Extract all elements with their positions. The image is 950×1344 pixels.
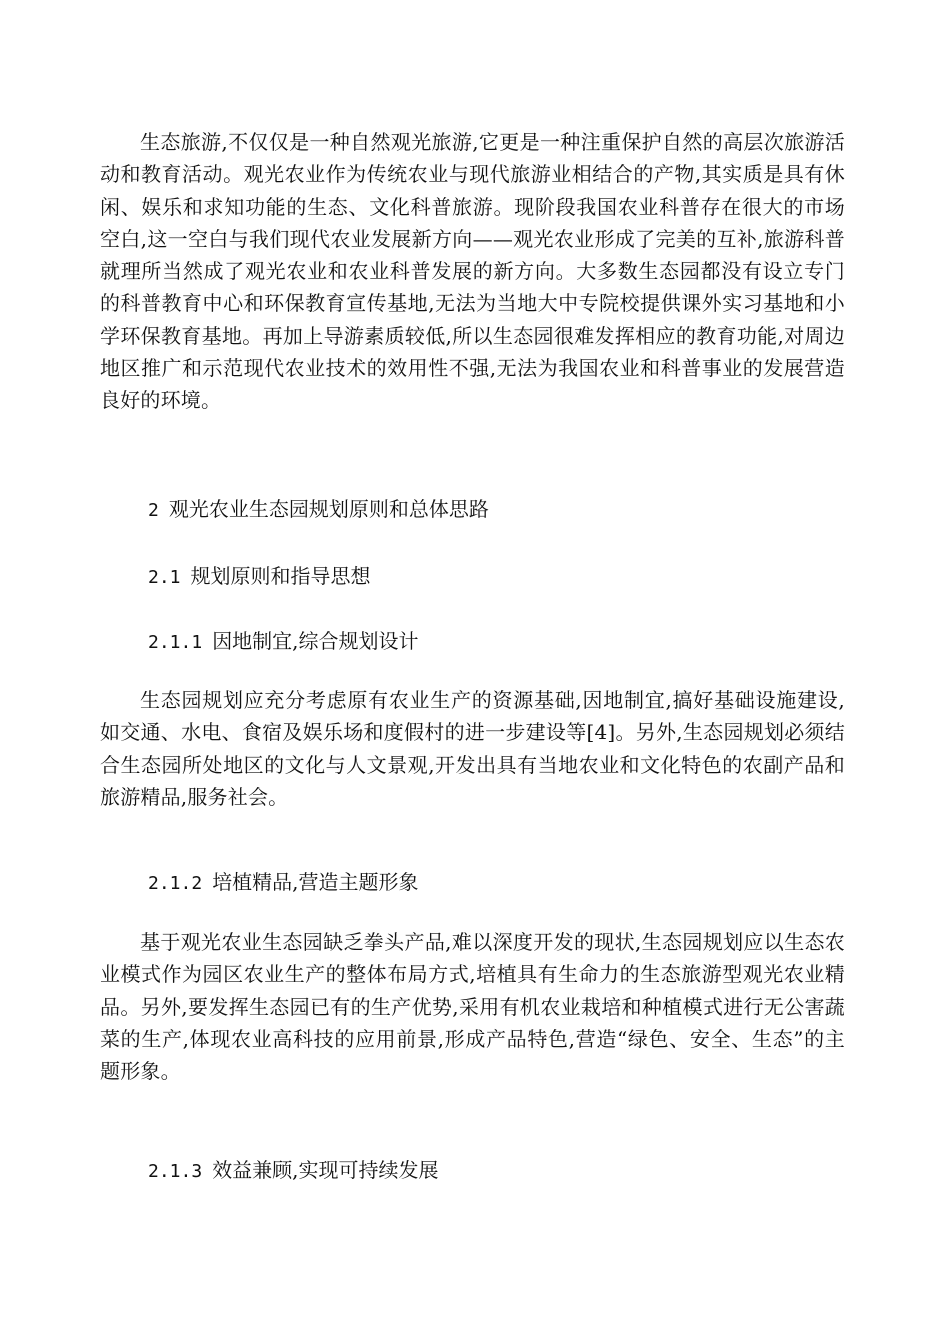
section-number: 2.1.3 [148, 1161, 203, 1182]
section-number: 2.1 [148, 567, 181, 588]
paragraph-local-conditions: 生态园规划应充分考虑原有农业生产的资源基础,因地制宜,搞好基础设施建设,如交通、水电、食宿及娱乐场和度假村的进一步建设等[4]。另外,生态园规划必须结合生态园所处地区的文化与人文景观,开发出具有当地农业和文化特色的农副产品和旅游精品,服务社会。 [100, 688, 845, 809]
paragraph-boutique-products: 基于观光农业生态园缺乏拳头产品,难以深度开发的现状,生态园规划应以生态农业模式作为园区农业生产的整体布局方式,培植具有生命力的生态旅游型观光农业精品。另外,要发挥生态园已有的生产优势,采用有机农业栽培和种植模式进行无公害蔬菜的生产,体现农业高科技的应用前景,形成产品特色,营造“绿色、安全、生态”的主题形象。 [100, 930, 845, 1084]
section-heading-2-1-1 [148, 627, 419, 657]
section-title: 观光农业生态园规划原则和总体思路 [168, 497, 489, 521]
section-heading-2 [148, 495, 489, 525]
paragraph-ecotourism: 生态旅游,不仅仅是一种自然观光旅游,它更是一种注重保护自然的高层次旅游活动和教育活动。观光农业作为传统农业与现代旅游业相结合的产物,其实质是具有休闲、娱乐和求知功能的生态、文化科普旅游。现阶段我国农业科普存在很大的市场空白,这一空白与我们现代农业发展新方向——观光农业形成了完美的互补,旅游科普就理所当然成了观光农业和农业科普发展的新方向。大多数生态园都没有设立专门的科普教育中心和环保教育宣传基地,无法为当地大中专院校提供课外实习基地和小学环保教育基地。再加上导游素质较低,所以生态园很难发挥相应的教育功能,对周边地区推广和示范现代农业技术的效用性不强,无法为我国农业和科普事业的发展营造良好的环境。 [100, 130, 845, 413]
section-number: 2 [148, 500, 159, 521]
section-title: 因地制宜,综合规划设计 [212, 629, 419, 653]
section-heading-2-1-3 [148, 1156, 439, 1186]
section-heading-2-1-2 [148, 868, 419, 898]
section-title: 效益兼顾,实现可持续发展 [212, 1158, 439, 1182]
section-title: 规划原则和指导思想 [190, 564, 371, 588]
section-number: 2.1.1 [148, 632, 203, 653]
section-number: 2.1.2 [148, 873, 203, 894]
section-heading-2-1 [148, 562, 371, 592]
section-title: 培植精品,营造主题形象 [212, 870, 419, 894]
